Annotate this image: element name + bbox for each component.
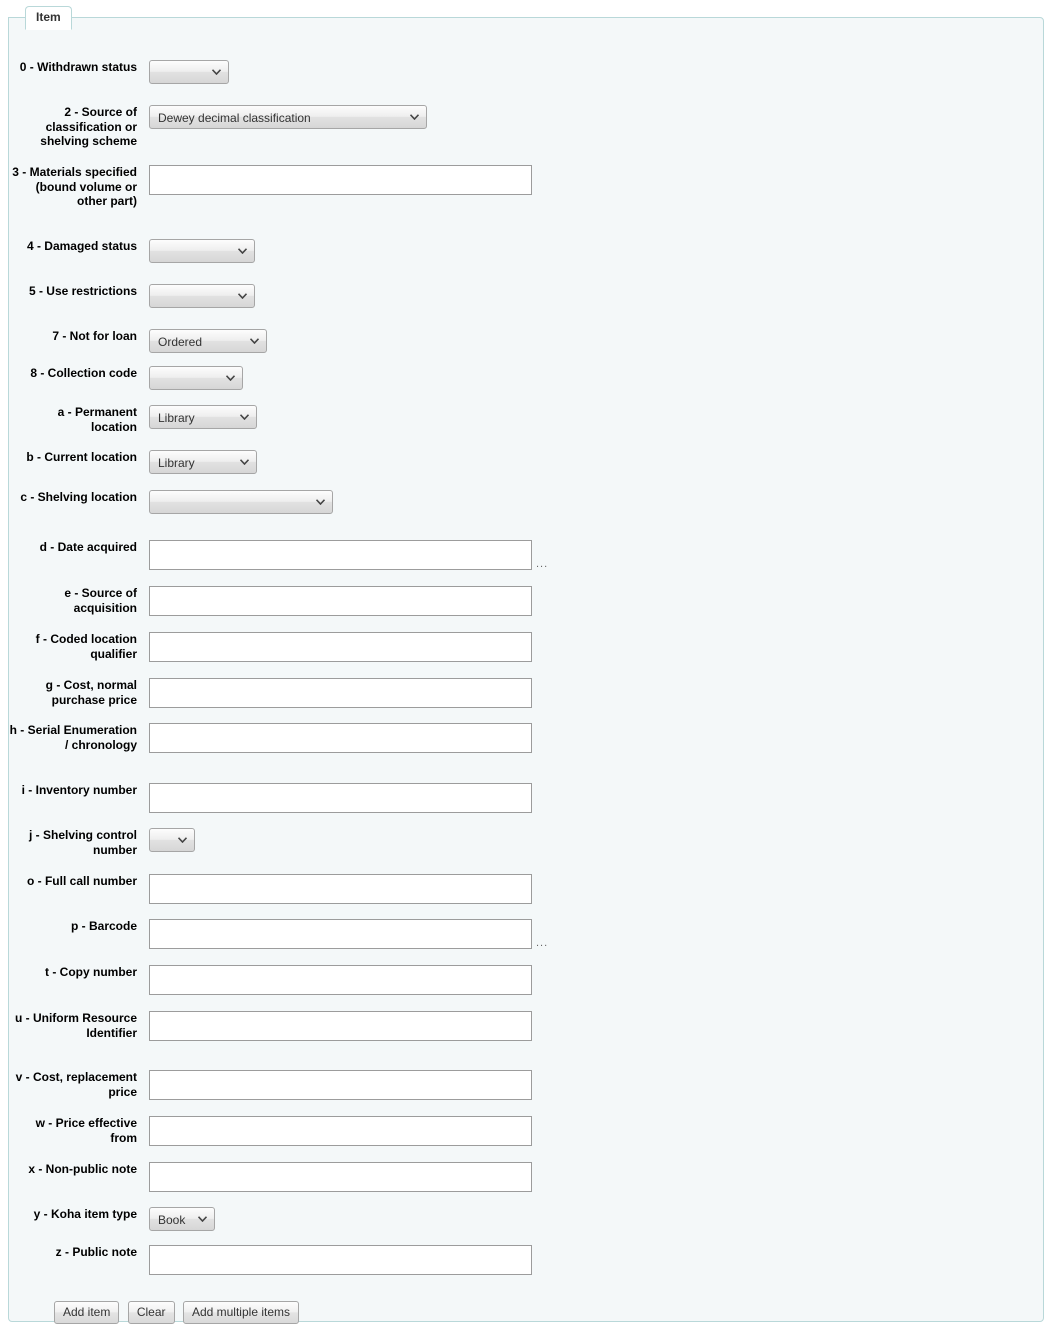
withdrawn-status-select[interactable]: [149, 60, 229, 84]
koha-item-type-control: [149, 1207, 215, 1231]
field-row: [9, 1070, 532, 1100]
non-public-note-control: [149, 1162, 532, 1192]
coded-location-qualifier-label: f - Coded location qualifier: [35, 632, 137, 661]
field-row: [9, 586, 532, 616]
damaged-status-control: [149, 239, 255, 263]
current-location-control: [149, 450, 257, 474]
use-restrictions-select[interactable]: [149, 284, 255, 308]
field-row: [9, 783, 532, 813]
field-row: [9, 60, 229, 84]
collection-code-select-wrap: [149, 366, 243, 390]
damaged-status-select[interactable]: [149, 239, 255, 263]
inventory-number-control: [149, 783, 532, 813]
item-form-panel: [8, 17, 1044, 1322]
serial-enumeration-chronology-input[interactable]: [149, 723, 532, 753]
cost-normal-purchase-price-control: [149, 678, 532, 708]
field-row: [9, 540, 549, 570]
field-row: [9, 678, 532, 708]
shelving-location-label: c - Shelving location: [20, 490, 137, 504]
not-for-loan-label: 7 - Not for loan: [52, 329, 137, 343]
full-call-number-control: [149, 874, 532, 904]
field-row: [9, 405, 257, 434]
materials-specified-label: 3 - Materials specified (bound volume or other part): [12, 165, 137, 208]
field-row: [9, 105, 427, 149]
current-location-label: b - Current location: [26, 450, 137, 464]
koha-item-type-select-wrap: [149, 1207, 215, 1231]
price-effective-from-input[interactable]: [149, 1116, 532, 1146]
clear-button[interactable]: Clear: [128, 1301, 175, 1324]
uniform-resource-identifier-label: u - Uniform Resource Identifier: [14, 1011, 137, 1040]
not-for-loan-select-wrap: [149, 329, 267, 353]
cost-normal-purchase-price-input[interactable]: [149, 678, 532, 708]
permanent-location-select-wrap: [149, 405, 257, 429]
source-of-classification-select-wrap: [149, 105, 427, 129]
source-of-acquisition-label: e - Source of acquisition: [64, 586, 137, 615]
non-public-note-label: x - Non-public note: [28, 1162, 137, 1176]
field-row: [9, 632, 532, 662]
date-acquired-picker-icon[interactable]: ...: [536, 558, 549, 570]
permanent-location-control: [149, 405, 257, 429]
tab-bar: [25, 6, 72, 29]
use-restrictions-control: [149, 284, 255, 308]
current-location-select[interactable]: [149, 450, 257, 474]
field-row: [9, 165, 532, 209]
uniform-resource-identifier-input[interactable]: [149, 1011, 532, 1041]
barcode-control: [149, 919, 549, 949]
materials-specified-control: [149, 165, 532, 195]
shelving-location-select-wrap: [149, 490, 333, 514]
permanent-location-label: a - Permanent location: [57, 405, 137, 434]
serial-enumeration-chronology-control: [149, 723, 532, 753]
shelving-control-number-label: j - Shelving control number: [28, 828, 137, 857]
withdrawn-status-select-wrap: [149, 60, 229, 84]
price-effective-from-label: w - Price effective from: [35, 1116, 137, 1145]
field-row: [9, 919, 549, 949]
add-multiple-items-button[interactable]: Add multiple items: [183, 1301, 299, 1324]
shelving-location-control: [149, 490, 333, 514]
koha-item-type-label: y - Koha item type: [33, 1207, 137, 1221]
source-of-acquisition-input[interactable]: [149, 586, 532, 616]
use-restrictions-select-wrap: [149, 284, 255, 308]
cost-replacement-price-label: v - Cost, replacement price: [15, 1070, 137, 1099]
damaged-status-label: 4 - Damaged status: [26, 239, 137, 253]
non-public-note-input[interactable]: [149, 1162, 532, 1192]
not-for-loan-select[interactable]: [149, 329, 267, 353]
cost-normal-purchase-price-label: g - Cost, normal purchase price: [45, 678, 137, 707]
field-row: [9, 1245, 532, 1275]
cost-replacement-price-input[interactable]: [149, 1070, 532, 1100]
field-row: [9, 450, 257, 474]
price-effective-from-control: [149, 1116, 532, 1146]
field-row: [9, 366, 243, 390]
field-row: [9, 1207, 215, 1231]
use-restrictions-label: 5 - Use restrictions: [28, 284, 137, 298]
field-row: [9, 828, 195, 857]
shelving-control-number-select[interactable]: [149, 828, 195, 852]
tab-item[interactable]: Item: [25, 6, 72, 30]
source-of-acquisition-control: [149, 586, 532, 616]
copy-number-control: [149, 965, 532, 995]
add-item-button[interactable]: Add item: [54, 1301, 119, 1324]
field-row: [9, 723, 532, 753]
coded-location-qualifier-input[interactable]: [149, 632, 532, 662]
damaged-status-select-wrap: [149, 239, 255, 263]
shelving-control-number-control: [149, 828, 195, 852]
withdrawn-status-label: 0 - Withdrawn status: [19, 60, 137, 74]
field-row: [9, 329, 267, 353]
date-acquired-label: d - Date acquired: [39, 540, 137, 554]
full-call-number-input[interactable]: [149, 874, 532, 904]
date-acquired-input[interactable]: [149, 540, 532, 570]
date-acquired-control: [149, 540, 549, 570]
source-of-classification-select[interactable]: [149, 105, 427, 129]
inventory-number-input[interactable]: [149, 783, 532, 813]
copy-number-label: t - Copy number: [45, 965, 137, 979]
collection-code-control: [149, 366, 243, 390]
field-row: [9, 1116, 532, 1146]
coded-location-qualifier-control: [149, 632, 532, 662]
permanent-location-select[interactable]: [149, 405, 257, 429]
shelving-control-number-select-wrap: [149, 828, 195, 852]
public-note-control: [149, 1245, 532, 1275]
field-row: [9, 284, 255, 308]
collection-code-select[interactable]: [149, 366, 243, 390]
field-row: [9, 239, 255, 263]
materials-specified-input[interactable]: [149, 165, 532, 195]
withdrawn-status-control: [149, 60, 229, 84]
inventory-number-label: i - Inventory number: [21, 783, 137, 797]
form-actions: [54, 1301, 303, 1324]
barcode-picker-icon[interactable]: ...: [536, 937, 549, 949]
field-row: [9, 1011, 532, 1041]
shelving-location-select[interactable]: [149, 490, 333, 514]
field-row: [9, 965, 532, 995]
field-row: [9, 1162, 532, 1192]
barcode-label: p - Barcode: [70, 919, 137, 933]
cost-replacement-price-control: [149, 1070, 532, 1100]
collection-code-label: 8 - Collection code: [30, 366, 137, 380]
copy-number-input[interactable]: [149, 965, 532, 995]
public-note-label: z - Public note: [55, 1245, 137, 1259]
barcode-input[interactable]: [149, 919, 532, 949]
not-for-loan-control: [149, 329, 267, 353]
field-row: [9, 490, 333, 514]
source-of-classification-control: [149, 105, 427, 129]
serial-enumeration-chronology-label: h - Serial Enumeration / chronology: [9, 723, 137, 752]
source-of-classification-label: 2 - Source of classification or shelving scheme: [40, 105, 137, 148]
current-location-select-wrap: [149, 450, 257, 474]
field-row: [9, 874, 532, 904]
koha-item-type-select[interactable]: [149, 1207, 215, 1231]
uniform-resource-identifier-control: [149, 1011, 532, 1041]
public-note-input[interactable]: [149, 1245, 532, 1275]
full-call-number-label: o - Full call number: [26, 874, 137, 888]
